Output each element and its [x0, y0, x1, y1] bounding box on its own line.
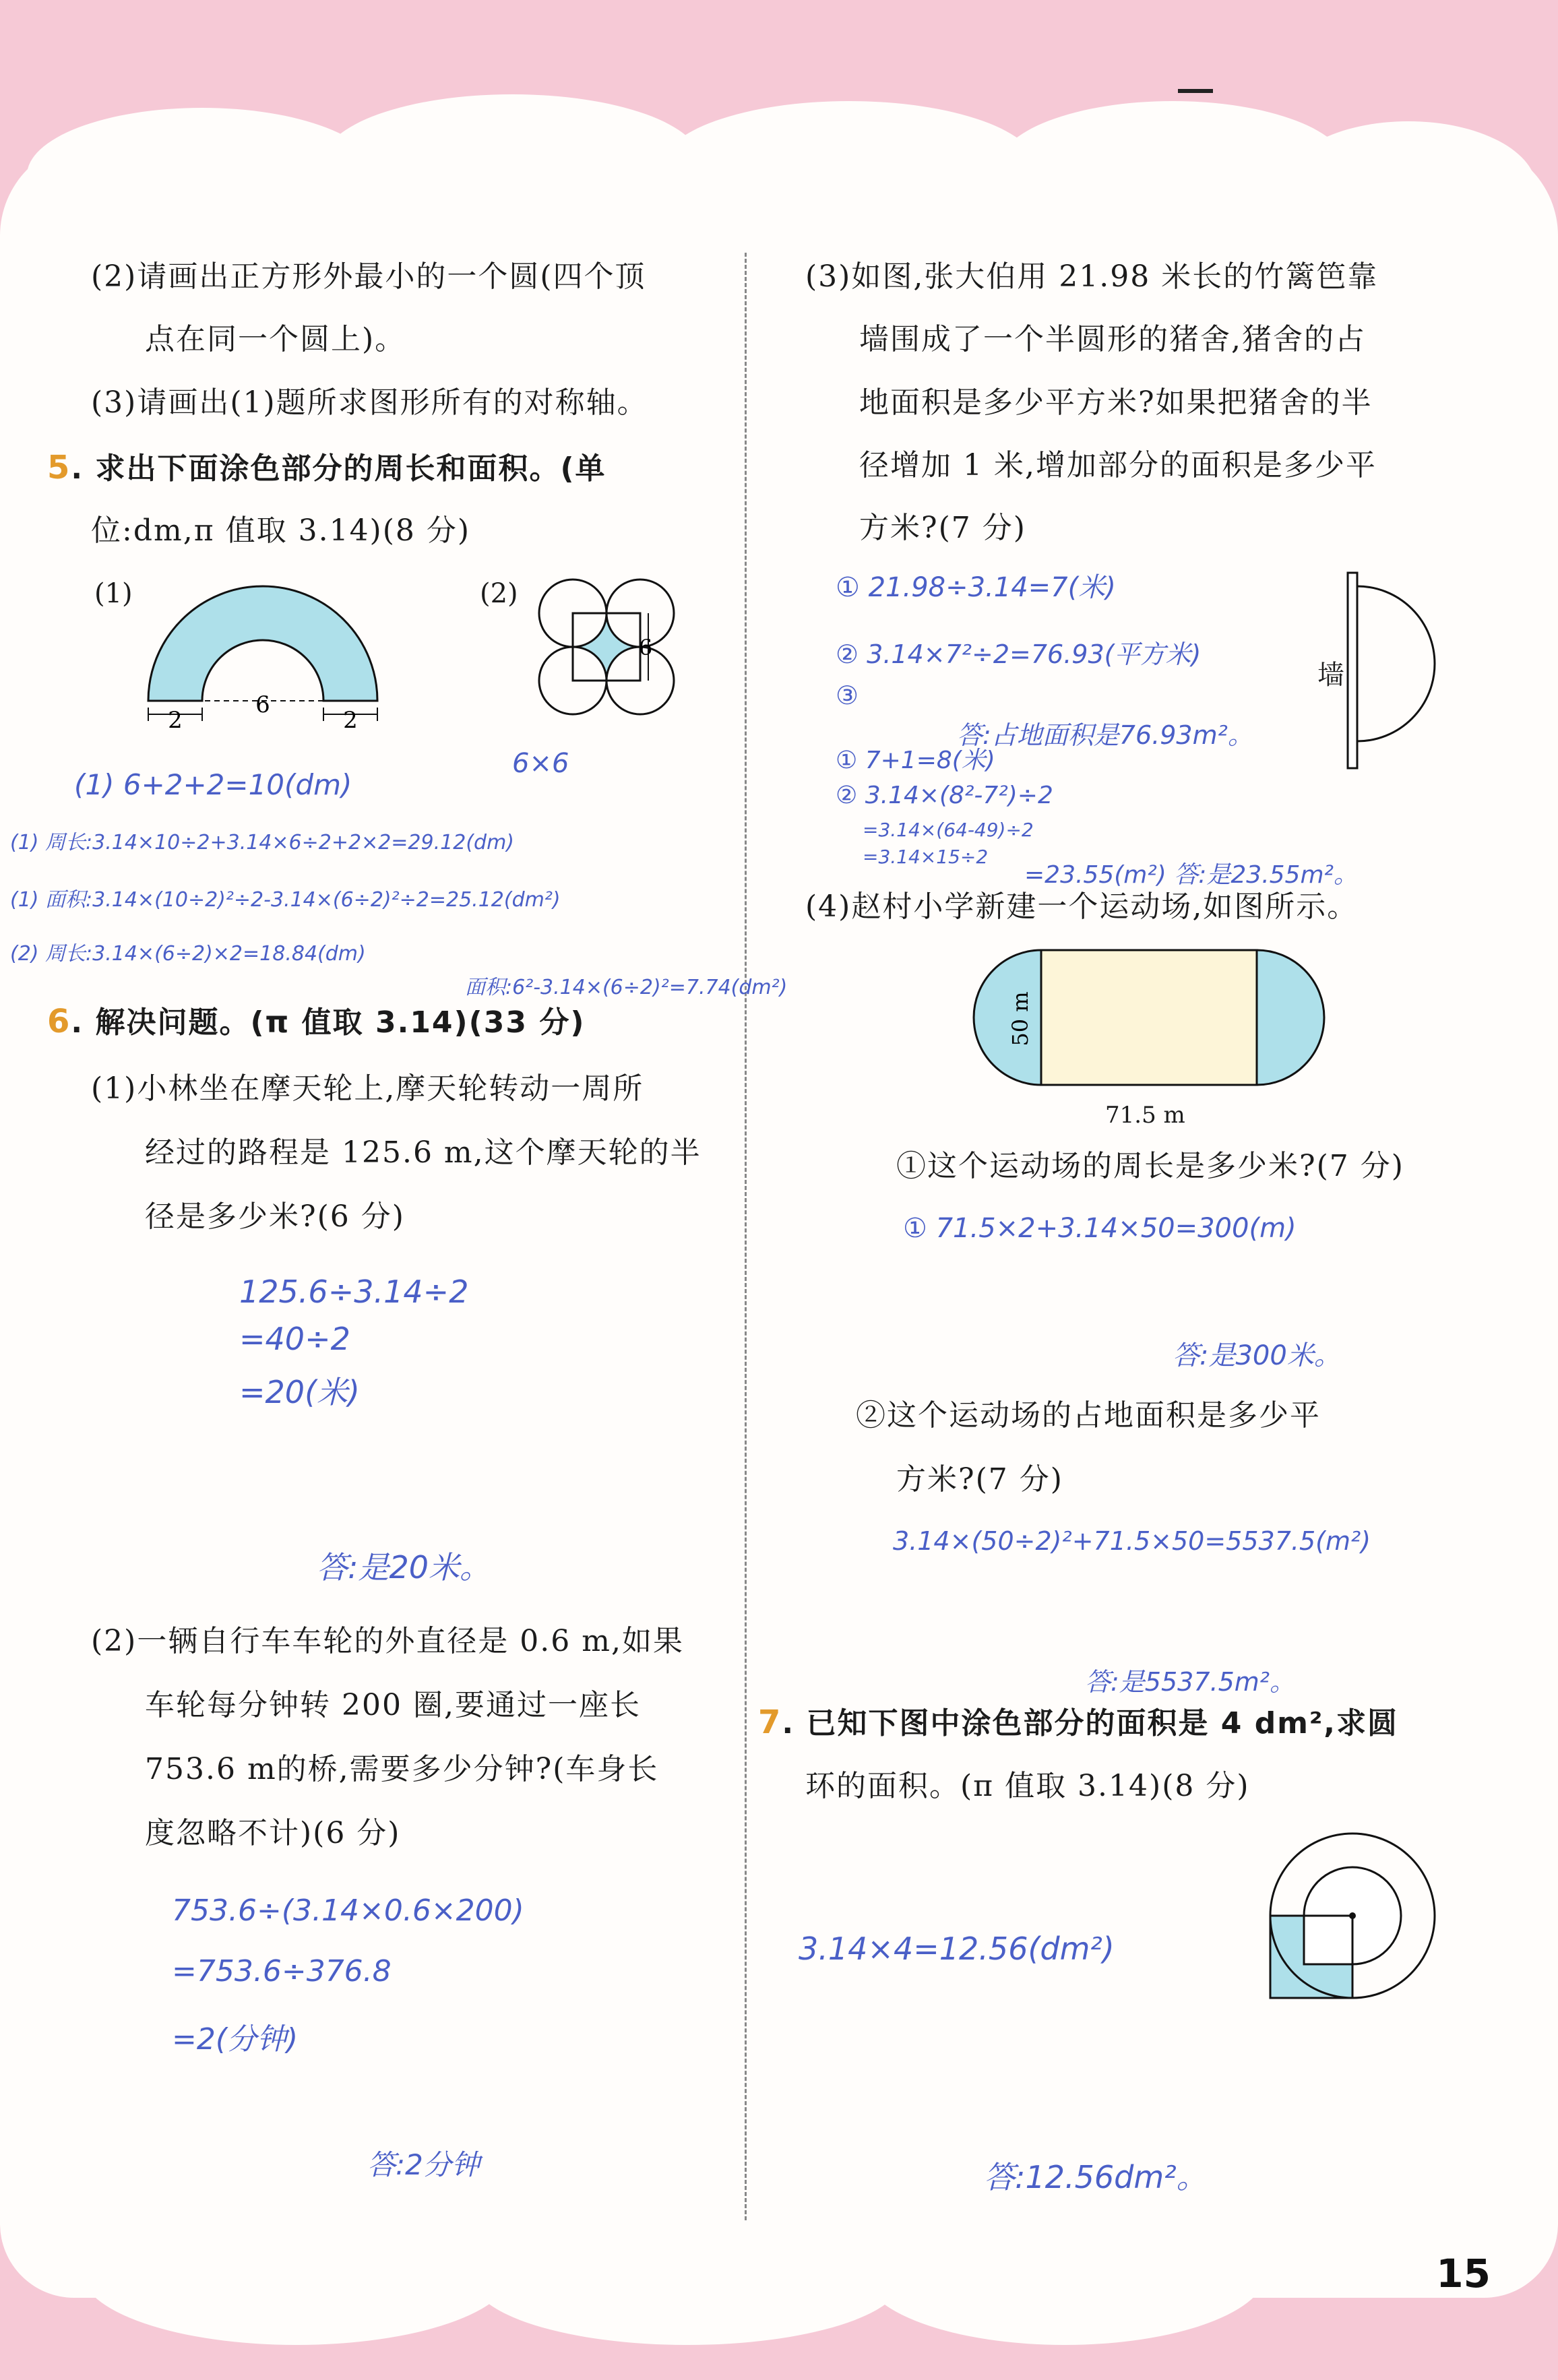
- q6-p3-work-1: ① 21.98÷3.14=7(米): [836, 572, 1116, 603]
- q4-item3: (3)请画出(1)题所求图形所有的对称轴。: [91, 385, 648, 420]
- q7-work: 3.14×4=12.56(dm²): [799, 1931, 1115, 1967]
- fig1-dim-right: 2: [343, 707, 358, 734]
- q6-p3-work-8: =3.14×15÷2: [863, 846, 989, 868]
- q6-p1-line1: (1)小林坐在摩天轮上,摩天轮转动一周所: [91, 1071, 644, 1106]
- q5-fig2-label: (2): [480, 578, 518, 609]
- cloud-edge: [660, 101, 1038, 236]
- q6-p2-work-1: 753.6÷(3.14×0.6×200): [172, 1893, 524, 1928]
- cloud-edge: [1280, 121, 1536, 256]
- fig1-dim-left: 2: [168, 707, 183, 734]
- cloud-edge: [472, 2210, 903, 2345]
- q6-title-text: . 解决问题。(π 值取 3.14)(33 分): [71, 1005, 586, 1040]
- q6-p4-q2-line1: ②这个运动场的占地面积是多少平: [856, 1398, 1321, 1433]
- q6-p3-wall-label: 墙: [1317, 660, 1344, 691]
- q5-answer-1: (1) 6+2+2=10(dm): [74, 768, 352, 801]
- q6-p4-q2-line2: 方米?(7 分): [896, 1462, 1063, 1497]
- q6-p1-work-2: =40÷2: [239, 1321, 350, 1357]
- q5-answer-4: (2) 周长:3.14×(6÷2)×2=18.84(dm): [10, 942, 366, 966]
- q7-line2: 环的面积。(π 值取 3.14)(8 分): [805, 1769, 1250, 1803]
- column-divider: [745, 253, 747, 2220]
- q5-title: [47, 450, 606, 487]
- q6-p1-line3: 径是多少米?(6 分): [145, 1199, 405, 1234]
- q6-p2-line4: 度忽略不计)(6 分): [145, 1816, 401, 1850]
- q6-p4-diagram: [980, 943, 1324, 1098]
- q5-answer-3: (1) 面积:3.14×(10÷2)²÷2-3.14×(6÷2)²÷2=25.12(dm²): [10, 888, 561, 912]
- q6-p2-answer: 答:2分钟: [367, 2148, 480, 2181]
- fig2-dim: 6: [638, 635, 653, 660]
- q6-p3-line2: 墙围成了一个半圆形的猪舍,猪舍的占: [859, 322, 1366, 356]
- q5-fig1-diagram: [142, 576, 384, 734]
- cloud-edge: [863, 2197, 1267, 2345]
- stadium-height-label: 50 m: [1007, 991, 1033, 1046]
- q6-title: [47, 1004, 585, 1040]
- q6-p2-work-2: =753.6÷376.8: [172, 1954, 392, 1988]
- q5-line1: . 求出下面涂色部分的周长和面积。(单: [71, 451, 606, 486]
- q6-p4-q2-work: 3.14×(50÷2)²+71.5×50=5537.5(m²): [893, 1526, 1371, 1556]
- q6-p3-work-6: ② 3.14×(8²-7²)÷2: [836, 782, 1053, 809]
- q6-p1-work-3: =20(米): [239, 1374, 360, 1410]
- q6-p1-line2: 经过的路程是 125.6 m,这个摩天轮的半: [145, 1135, 702, 1170]
- q6-p1-work-1: 125.6÷3.14÷2: [239, 1274, 469, 1310]
- q5-scratch: 6×6: [512, 748, 569, 779]
- q6-p4-text: (4)赵村小学新建一个运动场,如图所示。: [805, 889, 1359, 924]
- q6-p1-answer: 答:是20米。: [317, 1549, 491, 1586]
- q5-answer-5: 面积:6²-3.14×(6÷2)²=7.74(dm²): [465, 976, 788, 999]
- q4-item2: (2)请画出正方形外最小的一个圆(四个顶: [91, 259, 646, 294]
- q4-item2-cont: 点在同一个圆上)。: [145, 322, 406, 356]
- q7-diagram: [1260, 1840, 1442, 2022]
- q5-line2: 位:dm,π 值取 3.14)(8 分): [91, 513, 471, 548]
- q6-p3-work-9: =23.55(m²) 答:是23.55m²。: [1024, 861, 1358, 889]
- q6-p3-work-5: ① 7+1=8(米): [836, 747, 995, 774]
- q6-p3-work-7: =3.14×(64-49)÷2: [863, 819, 1034, 841]
- q6-p3-work-3: ③: [836, 681, 859, 710]
- q6-number: 6: [47, 1003, 71, 1040]
- q6-p3-work-4: 答:占地面积是76.93m²。: [957, 720, 1253, 750]
- q6-p3-line1: (3)如图,张大伯用 21.98 米长的竹篱笆靠: [805, 259, 1379, 294]
- page-number: 15: [1436, 2251, 1491, 2296]
- q7-answer: 答:12.56dm²。: [984, 2159, 1208, 2195]
- q6-p3-work-2: ② 3.14×7²÷2=76.93(平方米): [836, 639, 1202, 669]
- q6-p4-q1-answer: 答:是300米。: [1173, 1340, 1341, 1371]
- cloud-edge: [323, 94, 701, 229]
- q5-fig1-label: (1): [94, 578, 133, 609]
- q6-p4-q2-answer: 答:是5537.5m²。: [1085, 1667, 1296, 1697]
- cloud-edge: [27, 108, 377, 243]
- q7-number: 7: [758, 1703, 782, 1741]
- q7-line1: . 已知下图中涂色部分的面积是 4 dm²,求圆: [782, 1706, 1399, 1741]
- q6-p3-line3: 地面积是多少平方米?如果把猪舍的半: [859, 385, 1373, 420]
- q6-p3-line4: 径增加 1 米,增加部分的面积是多少平: [859, 448, 1377, 482]
- q6-p2-line2: 车轮每分钟转 200 圈,要通过一座长: [145, 1688, 641, 1722]
- stadium-width-label: 71.5 m: [1105, 1102, 1185, 1129]
- q6-p3-diagram: [1341, 566, 1456, 768]
- q5-fig2-diagram: [532, 580, 694, 728]
- q5-number: 5: [47, 449, 71, 487]
- q6-p2-line1: (2)一辆自行车车轮的外直径是 0.6 m,如果: [91, 1624, 684, 1658]
- q6-p4-q1: ①这个运动场的周长是多少米?(7 分): [896, 1149, 1404, 1183]
- q6-p2-line3: 753.6 m的桥,需要多少分钟?(车身长: [145, 1752, 659, 1786]
- q5-answer-2: (1) 周长:3.14×10÷2+3.14×6÷2+2×2=29.12(dm): [10, 831, 514, 854]
- q6-p3-line5: 方米?(7 分): [859, 511, 1026, 545]
- fig1-dim-center: 6: [255, 691, 270, 718]
- header-dash: [1178, 89, 1213, 93]
- q6-p2-work-3: =2(分钟): [172, 2022, 299, 2057]
- q7-title: [758, 1705, 1398, 1741]
- cloud-edge: [81, 2197, 512, 2345]
- q6-p4-q1-work: ① 71.5×2+3.14×50=300(m): [903, 1213, 1297, 1244]
